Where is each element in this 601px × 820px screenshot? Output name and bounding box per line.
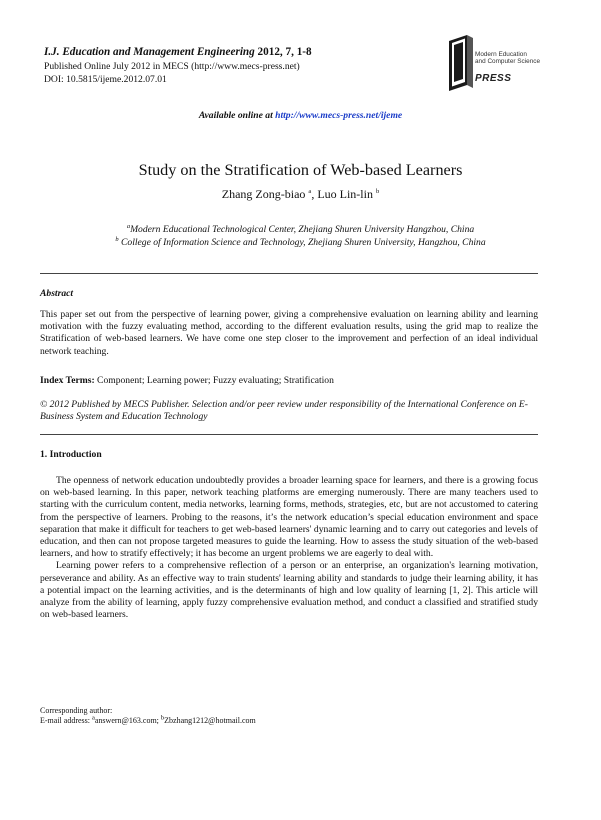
- published-prefix: Published Online July 2012 in MECS (: [44, 61, 195, 72]
- copyright-notice: © 2012 Published by MECS Publisher. Selection and/or peer review under responsibility of the International Conference on E-Business System and Education Technology: [40, 399, 528, 423]
- intro-paragraph-2: Learning power refers to a comprehensive reflection of a person or an enterprise, an organization's learning motivation, perseverance and ability. As an effective way to train students' learning ability and standards to judge their learning ability, it has a potential impact on the learning activities, and is the determinants of high and low quality of learning [1, 2]. This article will analyze from the ability of learning, apply fuzzy comprehensive evaluation method, and conduct a classified and stratified study on web-based learners.: [40, 560, 538, 621]
- intro-body: [40, 475, 538, 621]
- journal-name: I.J. Education and Management Engineering: [44, 46, 255, 58]
- available-prefix: Available online at: [198, 110, 273, 121]
- footnote-label: Corresponding author:: [40, 706, 113, 715]
- logo-line-1: Modern Education: [475, 51, 527, 58]
- divider-bottom: [40, 434, 538, 435]
- published-suffix: ): [296, 61, 300, 72]
- paper-title: Study on the Stratification of Web-based Learners: [138, 161, 463, 179]
- affiliation-a: [0, 224, 601, 235]
- author-2-sup: b: [375, 188, 380, 195]
- index-terms: [40, 375, 538, 387]
- author-separator: ,: [311, 187, 318, 201]
- abstract-text: This paper set out from the perspective of learning power, giving a comprehensive evaluation on learning ability and learning motivation with the fuzzy evaluating method, according to the different evaluation results, using the grid map to realize the Stratification of web-based learners. We have come one step closer to the improvement and perfection of an ideal individual network teaching.: [40, 309, 538, 357]
- intro-paragraph-1: The openness of network education undoubtedly provides a broader learning space for learners, and there is a growing focus on web-based learning. In this paper, network teaching platforms are emerging numerously. There are many teachers used to starting with the curriculum content, media networks, learning forms, methods, strategies, etc, but are not accustomed to catering from the perspective of learners. Probing to the reasons, it’s the network education’s special education environment and space separation that make it difficult for teachers to get web-based learners' dynamic learning and to carry out categories and levels of education, and then can not propose targeted measures to guide the learning. How to assess the study situation of the web-based learners, and how to stratify effectively; it has become an urgent problems we are eagerly to deal with.: [40, 475, 538, 560]
- author-1: Zhang Zong-biao: [221, 187, 306, 201]
- divider-top: [40, 273, 538, 274]
- published-online-line: [44, 61, 300, 72]
- journal-volume: 2012, 7, 1-8: [257, 46, 312, 58]
- doi-line: DOI: 10.5815/ijeme.2012.07.01: [44, 74, 167, 85]
- authors: [0, 187, 601, 202]
- index-terms-text: Component; Learning power; Fuzzy evaluating; Stratification: [97, 375, 334, 386]
- logo-press: PRESS: [475, 73, 512, 84]
- author-1-sup: a: [308, 188, 312, 195]
- logo-text: [475, 51, 540, 65]
- publisher-logo: [445, 33, 557, 93]
- author-2: Luo Lin-lin: [317, 187, 373, 201]
- email-a-sup: a: [91, 714, 95, 722]
- email-b-sup: b: [160, 714, 165, 722]
- available-online: [0, 110, 601, 121]
- index-terms-label: Index Terms:: [40, 375, 95, 386]
- book-logo-icon: [445, 33, 477, 93]
- email-prefix: E-mail address:: [40, 716, 92, 725]
- affiliation-b-sup: b: [115, 235, 119, 243]
- logo-line-2: and Computer Science: [475, 58, 541, 66]
- affiliation-a-text: Modern Educational Technological Center, Zhejiang Shuren University Hangzhou, China: [130, 224, 475, 235]
- affiliation-b: [0, 237, 601, 248]
- affiliation-a-sup: a: [126, 222, 131, 230]
- journal-link[interactable]: http://www.mecs-press.net/ijeme: [275, 110, 403, 121]
- abstract-heading: Abstract: [40, 288, 74, 299]
- journal-header: [44, 46, 312, 58]
- published-link[interactable]: http://www.mecs-press.net: [194, 61, 297, 72]
- email-a[interactable]: answern@163.com;: [94, 716, 161, 725]
- affiliation-b-text: College of Information Science and Technology, Zhejiang Shuren University, Hangzhou, China: [121, 237, 486, 248]
- footnote-email: [40, 716, 256, 727]
- intro-heading: 1. Introduction: [40, 449, 102, 460]
- email-b[interactable]: Zbzhang1212@hotmail.com: [164, 716, 256, 725]
